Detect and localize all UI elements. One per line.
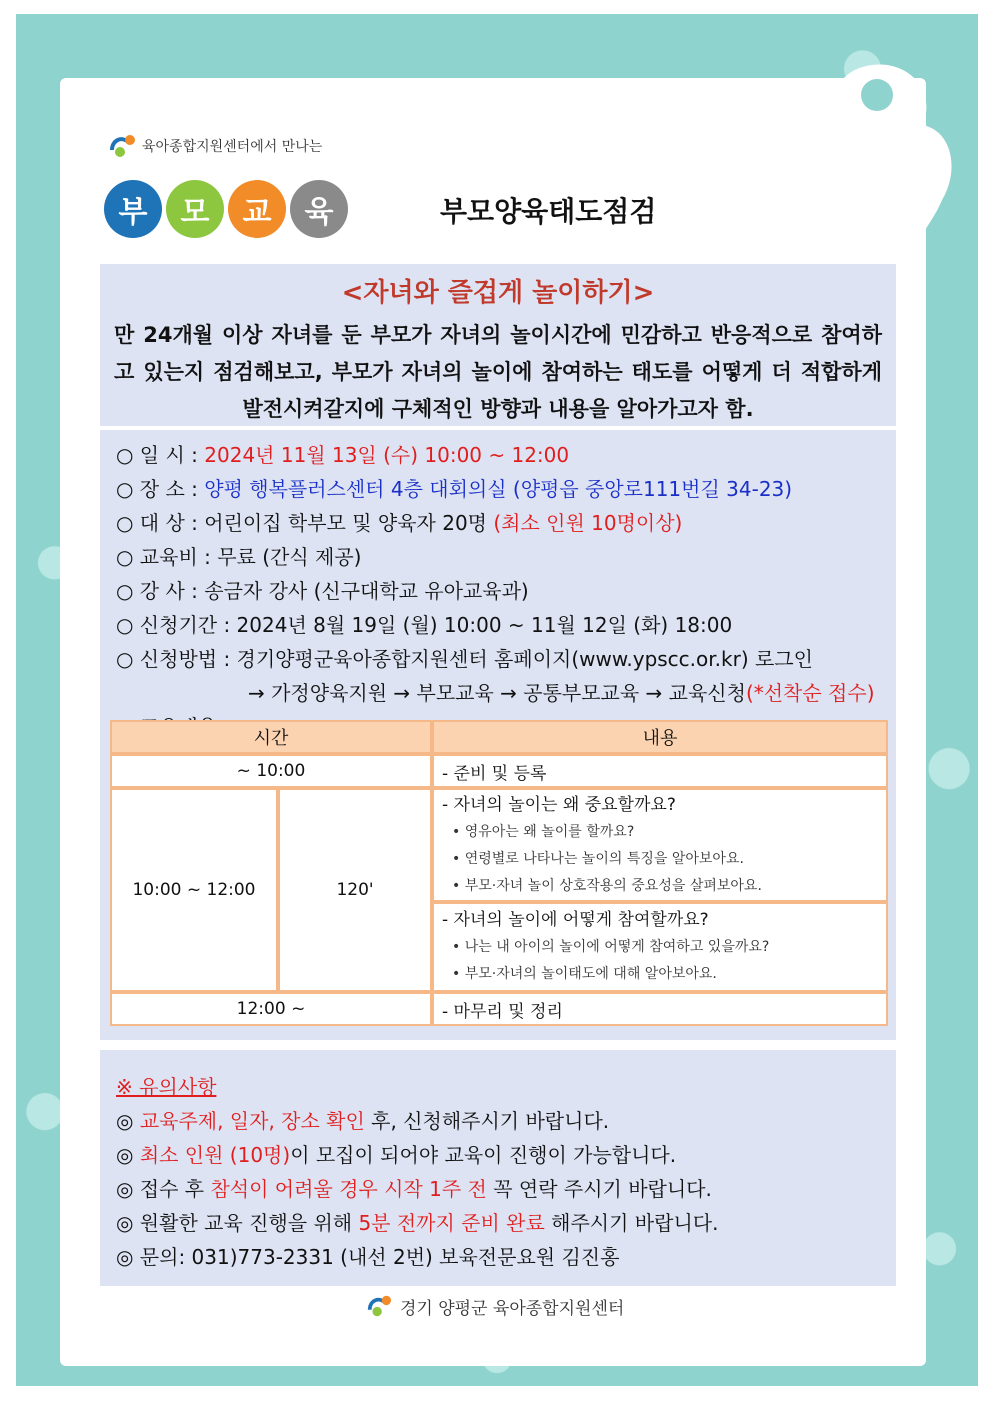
row2-duration: 120' xyxy=(278,788,432,992)
row2b-title: - 자녀의 놀이에 어떻게 참여할까요? xyxy=(442,910,709,930)
row3-content: - 마무리 및 정리 xyxy=(432,992,888,1026)
schedule-table xyxy=(110,720,888,1026)
notes-panel xyxy=(100,1050,896,1286)
list-item: • 영유아는 왜 놀이를 할까요? xyxy=(452,823,635,840)
bubble-3: 교 xyxy=(228,180,286,238)
note-3-rest: 꼭 연락 주시기 바랍니다. xyxy=(486,1177,712,1201)
note-contact: ◎ 문의: 031)773-2331 (내선 2번) 보육전문요원 김진홍 xyxy=(116,1245,620,1269)
page-title: 부모양육태도점검 xyxy=(440,195,657,228)
note-1-highlight: 교육주제, 일자, 장소 확인 xyxy=(139,1109,365,1133)
note-2 xyxy=(116,1138,880,1172)
note-4-prefix: ◎ 원활한 교육 진행을 위해 xyxy=(116,1211,359,1235)
note-1-prefix: ◎ xyxy=(116,1109,140,1133)
date-label: ○ 일 시 : xyxy=(116,443,205,467)
note-3-prefix: ◎ 접수 후 xyxy=(116,1177,211,1201)
place-label: ○ 장 소 : xyxy=(116,477,205,501)
intro-panel xyxy=(100,264,896,426)
info-lecturer: ○ 강 사 : 송금자 강사 (신구대학교 유아교육과) xyxy=(116,579,529,603)
table-header-row xyxy=(110,720,888,754)
logo-text: 육아종합지원센터에서 만나는 xyxy=(142,139,323,155)
note-3 xyxy=(116,1172,880,1206)
info-date xyxy=(116,438,882,472)
method-note: (*선착순 접수) xyxy=(745,681,875,705)
note-2-rest: 이 모집이 되어야 교육이 진행이 가능합니다. xyxy=(290,1143,677,1167)
info-period: ○ 신청기간 : 2024년 8월 19일 (월) 10:00 ~ 11월 12일 (화) 18:00 xyxy=(116,613,733,637)
info-fee: ○ 교육비 : 무료 (간식 제공) xyxy=(116,545,362,569)
table-row xyxy=(110,788,888,902)
place-value: 양평 행복플러스센터 4층 대회의실 (양평읍 중앙로111번길 34-23) xyxy=(204,477,793,501)
teapot-icon xyxy=(762,40,962,270)
note-1 xyxy=(116,1104,880,1138)
info-panel xyxy=(100,430,896,1040)
method-path: → 가정양육지원 → 부모교육 → 공통부모교육 → 교육신청 xyxy=(248,681,746,705)
target-note: (최소 인원 10명이상) xyxy=(493,511,683,535)
intro-text: 만 24개월 이상 자녀를 둔 부모가 자녀의 놀이시간에 민감하고 반응적으로 참여하고 있는지 점검해보고, 부모가 자녀의 놀이에 참여하는 태도를 어떻게 더 적합하게 발전시켜갈지에 구체적인 방향과 내용을 알아가고자 함. xyxy=(114,323,882,421)
row1-time: ~ 10:00 xyxy=(110,754,432,788)
note-4-highlight: 5분 전까지 준비 완료 xyxy=(358,1211,545,1235)
center-logo-icon xyxy=(108,132,136,160)
note-3-highlight: 참석이 어려울 경우 시작 1주 전 xyxy=(210,1177,487,1201)
list-item: • 부모·자녀 놀이 상호작용의 중요성을 살펴보아요. xyxy=(452,877,762,894)
info-target xyxy=(116,506,882,540)
col-time-header: 시간 xyxy=(110,720,432,754)
note-1-rest: 후, 신청해주시기 바랍니다. xyxy=(364,1109,610,1133)
row2b-content xyxy=(432,902,888,992)
row2a-title: - 자녀의 놀이는 왜 중요할까요? xyxy=(442,794,676,815)
row3-time: 12:00 ~ xyxy=(110,992,432,1026)
note-4-rest: 해주시기 바랍니다. xyxy=(544,1211,719,1235)
info-place xyxy=(116,472,882,506)
notes-heading: ※ 유의사항 xyxy=(116,1075,217,1099)
bubble-1: 부 xyxy=(104,180,162,238)
table-row xyxy=(110,754,888,788)
footer-text: 경기 양평군 육아종합지원센터 xyxy=(400,1298,625,1319)
info-method-path xyxy=(116,676,882,710)
bubble-4: 육 xyxy=(290,180,348,238)
list-item: • 부모·자녀의 놀이태도에 대해 알아보아요. xyxy=(452,966,717,982)
col-content-header: 내용 xyxy=(432,720,888,754)
note-4 xyxy=(116,1206,880,1240)
center-logo xyxy=(108,132,322,160)
info-method: ○ 신청방법 : 경기양평군육아종합지원센터 홈페이지(www.ypscc.or.kr) 로그인 xyxy=(116,647,813,671)
list-item: • 연령별로 나타나는 놀이의 특징을 알아보아요. xyxy=(452,850,744,867)
row2a-content xyxy=(432,788,888,902)
target-label: ○ 대 상 : xyxy=(116,511,205,535)
list-item: • 나는 내 아이의 놀이에 어떻게 참여하고 있을까요? xyxy=(452,939,770,955)
row1-content: - 준비 및 등록 xyxy=(432,754,888,788)
footer xyxy=(366,1293,624,1319)
note-2-prefix: ◎ xyxy=(116,1143,140,1167)
table-row xyxy=(110,992,888,1026)
intro-subtitle: <자녀와 즐겁게 놀이하기> xyxy=(341,278,655,308)
row2-time: 10:00 ~ 12:00 xyxy=(110,788,278,992)
note-2-highlight: 최소 인원 (10명) xyxy=(139,1143,291,1167)
title-bubbles xyxy=(104,180,348,238)
bubble-2: 모 xyxy=(166,180,224,238)
footer-logo-icon xyxy=(366,1293,392,1319)
date-value: 2024년 11월 13일 (수) 10:00 ~ 12:00 xyxy=(204,443,570,467)
target-value: 어린이집 학부모 및 양육자 20명 xyxy=(204,511,494,535)
